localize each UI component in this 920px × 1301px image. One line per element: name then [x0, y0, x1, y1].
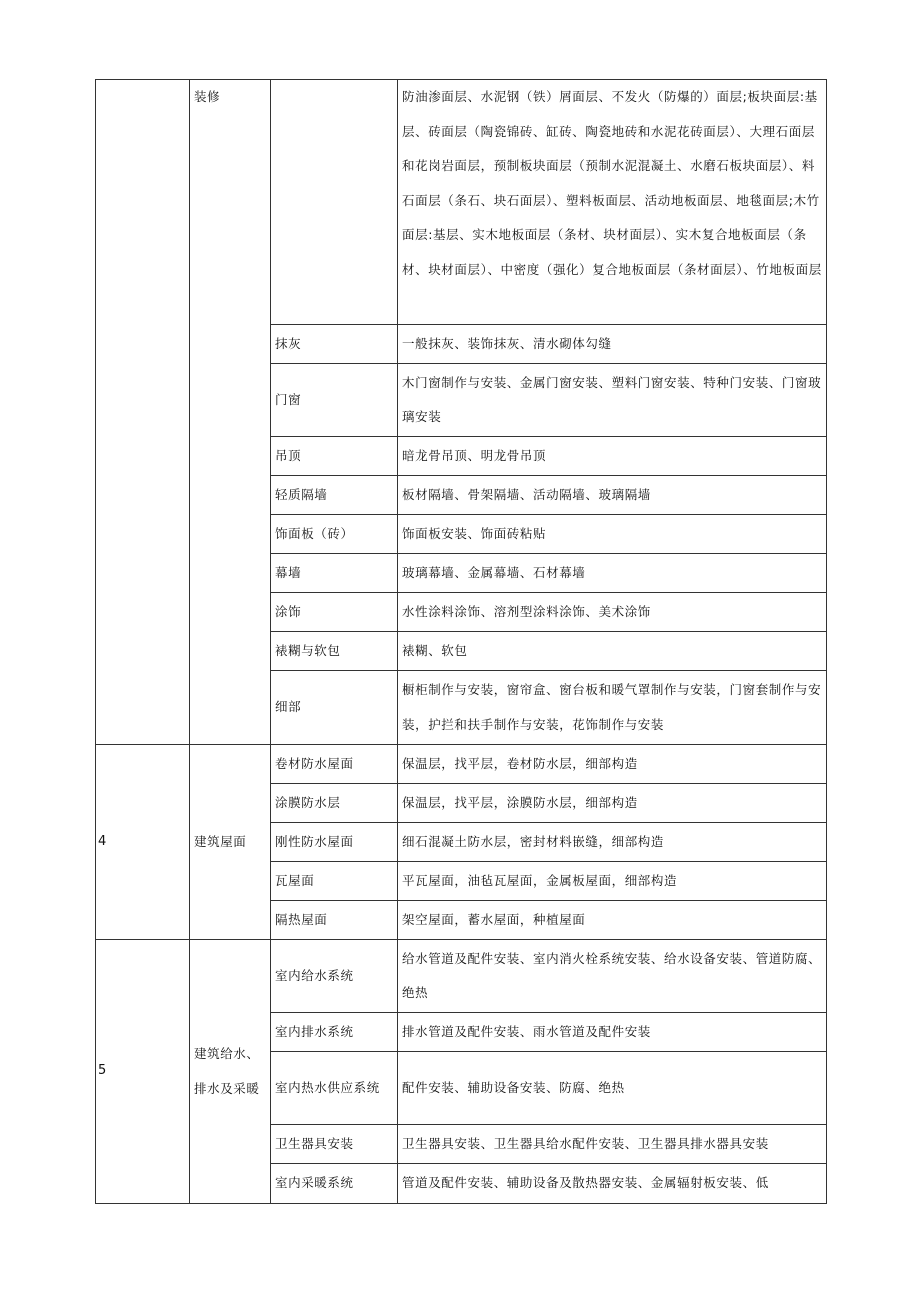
content-cell: 水性涂料涂饰、溶剂型涂料涂饰、美术涂饰	[398, 593, 827, 632]
content-cell: 保温层，找平层，涂膜防水层，细部构造	[398, 784, 827, 823]
content-cell: 暗龙骨吊顶、明龙骨吊顶	[398, 437, 827, 476]
content-cell: 平瓦屋面，油毡瓦屋面，金属板屋面，细部构造	[398, 862, 827, 901]
content-cell: 排水管道及配件安装、雨水管道及配件安装	[398, 1013, 827, 1052]
content-cell: 配件安装、辅助设备安装、防腐、绝热	[398, 1052, 827, 1125]
division-cell: 装修	[190, 80, 271, 745]
content-cell: 木门窗制作与安装、金属门窗安装、塑料门窗安装、特种门安装、门窗玻璃安装	[398, 364, 827, 437]
division-cell: 建筑给水、排水及采暖	[190, 940, 271, 1204]
subdivision-cell: 轻质隔墙	[271, 476, 398, 515]
subdivision-cell: 门窗	[271, 364, 398, 437]
subdivision-cell: 吊顶	[271, 437, 398, 476]
content-cell: 给水管道及配件安装、室内消火栓系统安装、给水设备安装、管道防腐、绝热	[398, 940, 827, 1013]
item-number-cell	[96, 80, 190, 745]
subdivision-cell: 室内采暖系统	[271, 1164, 398, 1204]
content-cell: 管道及配件安装、辅助设备及散热器安装、金属辐射板安装、低	[398, 1164, 827, 1204]
table-row	[96, 940, 827, 1013]
content-cell: 裱糊、软包	[398, 632, 827, 671]
content-cell: 架空屋面，蓄水屋面，种植屋面	[398, 901, 827, 940]
subdivision-cell: 卫生器具安装	[271, 1125, 398, 1164]
content-cell: 防油渗面层、水泥钢（铁）屑面层、不发火（防爆的）面层;板块面层:基层、砖面层（陶瓷锦砖、缸砖、陶瓷地砖和水泥花砖面层）、大理石面层和花岗岩面层，预制板块面层（预制水泥混凝土、水磨石板块面层）、料石面层（条石、块石面层）、塑料板面层、活动地板面层、地毯面层;木竹面层:基层、实木地板面层（条材、块材面层）、实木复合地板面层（条材、块材面层）、中密度（强化）复合地板面层（条材面层）、竹地板面层	[398, 80, 827, 325]
subdivision-cell: 涂饰	[271, 593, 398, 632]
subdivision-cell: 室内热水供应系统	[271, 1052, 398, 1125]
subdivision-cell: 室内给水系统	[271, 940, 398, 1013]
content-cell: 一般抹灰、装饰抹灰、清水砌体勾缝	[398, 325, 827, 364]
subdivision-cell: 隔热屋面	[271, 901, 398, 940]
content-cell: 卫生器具安装、卫生器具给水配件安装、卫生器具排水器具安装	[398, 1125, 827, 1164]
subdivision-cell: 细部	[271, 671, 398, 745]
item-number-cell: 4	[96, 745, 190, 940]
quality-division-table	[95, 79, 827, 1204]
subdivision-cell: 瓦屋面	[271, 862, 398, 901]
subdivision-cell: 刚性防水屋面	[271, 823, 398, 862]
subdivision-cell: 室内排水系统	[271, 1013, 398, 1052]
content-cell: 细石混凝土防水层，密封材料嵌缝，细部构造	[398, 823, 827, 862]
subdivision-cell: 卷材防水屋面	[271, 745, 398, 784]
content-cell: 板材隔墙、骨架隔墙、活动隔墙、玻璃隔墙	[398, 476, 827, 515]
content-cell: 保温层，找平层，卷材防水层，细部构造	[398, 745, 827, 784]
table-row	[96, 745, 827, 784]
subdivision-cell: 饰面板（砖）	[271, 515, 398, 554]
item-number-cell: 5	[96, 940, 190, 1204]
content-cell: 橱柜制作与安装，窗帘盒、窗台板和暖气罩制作与安装，门窗套制作与安装，护拦和扶手制作与安装，花饰制作与安装	[398, 671, 827, 745]
content-cell: 饰面板安装、饰面砖粘贴	[398, 515, 827, 554]
table-row	[96, 80, 827, 325]
subdivision-cell: 幕墙	[271, 554, 398, 593]
division-cell: 建筑屋面	[190, 745, 271, 940]
subdivision-cell: 涂膜防水层	[271, 784, 398, 823]
subdivision-cell: 抹灰	[271, 325, 398, 364]
content-cell: 玻璃幕墙、金属幕墙、石材幕墙	[398, 554, 827, 593]
subdivision-cell	[271, 80, 398, 325]
subdivision-cell: 裱糊与软包	[271, 632, 398, 671]
